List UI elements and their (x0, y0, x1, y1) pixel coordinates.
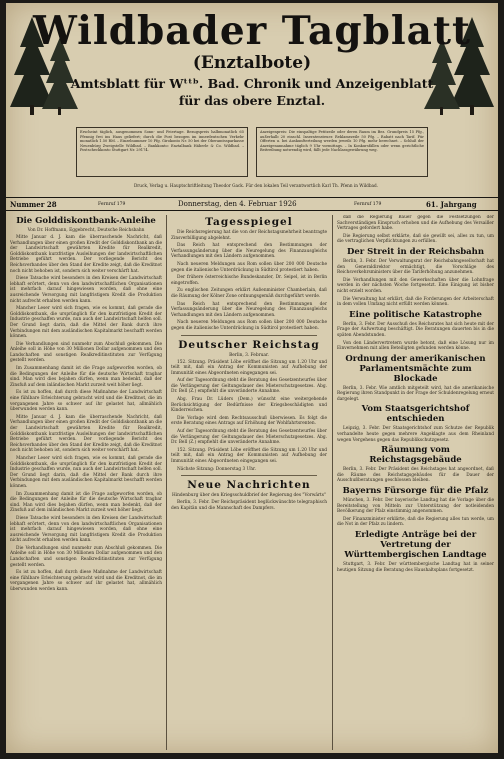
phone-left: Fernruf 179 (98, 202, 126, 207)
article-headline: Erledigte Anträge bei der Vertretung der Württembergischen Landtage (344, 530, 487, 560)
issue-date: Donnerstag, den 4. Februar 1926 (178, 200, 297, 208)
article-byline: Von Dr. Hoffmann, Eggebrecht, Deutsche Reichsbahn (27, 228, 145, 233)
paragraph: Die Vorlage wird dem Rechtsausschuß überwiesen. Es folgt die erste Beratung eines Antrags auf Erhöhung der Wohlfahrtsrenten. (171, 415, 327, 427)
divider (181, 335, 317, 336)
paragraph: Die Reichsregierung hat die von der Reichstagsmehrheit beantragte Zinsverbilligung abgelehnt. (171, 230, 327, 241)
paragraph: Die Verhandlungen sind nunmehr zum Abschluß gekommen. Die Anleihe soll in Höhe von 30 Millionen Dollar aufgenommen und den Landschaften und sonstigen Realkreditinstituten zur Verfügung gestellt werden. (10, 341, 162, 364)
paragraph: Mancher Leser wird sich fragen, wie es kommt, daß gerade die Golddiskontbank, die ursprünglich für den kurzfristigen Kredit der Industrie geschaffen wurde, nun auch der Landwirtschaft helfen soll. Der Grund liegt darin, daß die Mittel der Bank durch ihre Verbindungen mit dem ausländischen Kapitalmarkt beschafft werden können. (10, 455, 162, 489)
paragraph: Das Reich hat entsprechend den Bestimmungen der Verfassungsänderung über die Neuregelung des Finanzausgleichs Verhandlungen mit den Ländern aufgenommen. (171, 301, 327, 318)
paragraph: Die Regierung selbst erklärte, daß sie gewillt sei, alles zu tun, um die vertraglichen Verpflichtungen zu erfüllen. (337, 233, 494, 245)
paragraph: Stuttgart, 3. Febr. Der württembergische Landtag hat in seiner heutigen Sitzung die Beratung des Haushaltsplans fortgesetzt. (337, 562, 494, 573)
paragraph: Abg. Frau Dr. Lüders (Dem.) wünscht eine weitergehende Berücksichtigung der Bedürfnisse der Kriegsbeschädigten und Kinderreichen. (171, 397, 327, 414)
column-rule (332, 215, 333, 750)
publisher-note: Druck, Verlag u. Hauptschriftleitung Theodor Gack. Für den lokalen Teil verantwortlich Karl Th. Pfenn in Wildbad. (133, 183, 379, 188)
paragraph: München, 3. Febr. Der bayerische Landtag hat die Vorlage über die Bereitstellung von Mitteln zur Unterstützung der notleidenden Bevölkerung der Pfalz einstimmig angenommen. (337, 498, 494, 515)
masthead (6, 3, 498, 201)
article-headline: Räumung vom Reichstagsgebäude (369, 445, 462, 466)
article-headline: Eine politische Katastrophe (349, 309, 482, 320)
phone-right: Fernruf 179 (354, 202, 382, 207)
column-rule (166, 215, 167, 750)
paragraph: Diese Tatsache wird besonders in den Kreisen der Landwirtschaft lebhaft erörtert, denn von den landwirtschaftlichen Organisationen ist mehrfach darauf hingewiesen worden, daß ohne eine ausreichende Versorgung mit langfristigem Kredit die Produktion nicht aufrecht erhalten werden kann. (10, 515, 162, 544)
paragraph: Mitte Januar d. J. kam die überraschende Nachricht, daß Verhandlungen über einen großen Kredit der Golddiskontbank an die der Landwirtschaft gewährten Kredite für Realkredit, Golddiskontbank kurzfristige Ausleihungen der landwirtschaftlichen Betriebe geführt werden. Der vorliegende Bericht des Reichsverbandes über den Stand der Kredite zeigt, daß die Kreditnot noch nicht behoben ist, sondern sich weiter verschärft hat. (10, 414, 162, 454)
paragraph: Berlin, 3. Febr. Der Reichspräsident beglückwünschte telegraphisch den Kapitän und die Mannschaft des Dampfers. (171, 500, 327, 511)
article-dateline: Berlin, 3. Februar. (229, 352, 269, 358)
paragraph: Der frühere österreichische Bundeskanzler, Dr. Seipel, ist in Berlin eingetroffen. (171, 275, 327, 286)
article-headline: Bayerns Fürsorge für die Pfalz (342, 486, 489, 497)
paragraph: Im Zusammenhang damit ist die Frage aufgeworfen worden, ob die Bedingungen der Anleihe für die deutsche Wirtschaft tragbar sind. Man wird dies bejahen dürfen, wenn man bedenkt, daß der Zinsfuß auf dem inländischen Markt zurzeit weit höher liegt. (10, 366, 162, 388)
paragraph: Berlin, 3. Febr. Der Ausschuß des Reichsrates hat sich heute mit der Frage der Aufwertung beschäftigt. Die Beratungen dauerten bis in die späten Abendstunden. (337, 321, 494, 338)
paragraph: Berlin, 3. Febr. Wie amtlich mitgeteilt wird, hat die amerikanische Regierung ihren Standpunkt in der Frage der Schuldenregelung erneut dargelegt. (337, 385, 494, 402)
article-headline: Neue Nachrichten (187, 479, 311, 492)
paragraph: Auf der Tagesordnung steht die Beratung des Gesetzentwurfes über die Verlängerung der Geltungsdauer des Mieterschutzgesetzes. Abg. Dr. Bell (Z.) empfiehlt die unveränderte Annahme. (171, 429, 327, 446)
article-headline: Ordnung der amerikanischen Parlamentsmächte zum Blockade (345, 353, 486, 384)
paragraph: Es ist zu hoffen, daß durch diese Maßnahme der Landwirtschaft eine fühlbare Erleichterung gebracht wird und die Kreditnot, die im vergangenen Jahre so schwer auf ihr gelastet hat, allmählich überwunden werden kann. (10, 570, 162, 593)
paragraph: Das Reich hat entsprechend den Bestimmungen der Verfassungsänderung über die Neuregelung des Finanzausgleichs Verhandlungen mit den Ländern aufgenommen. (171, 243, 327, 260)
paragraph: Diese Tatsache wird besonders in den Kreisen der Landwirtschaft lebhaft erörtert, denn von den landwirtschaftlichen Organisationen ist mehrfach darauf hingewiesen worden, daß ohne eine ausreichende Versorgung mit langfristigem Kredit die Produktion nicht aufrecht erhalten werden kann. (10, 276, 162, 304)
newspaper-page (6, 3, 498, 753)
subscription-info-box: Erscheint täglich, ausgenommen Sonn- und Feiertage. Bezugspreis halbmonatlich 65 Pfennig frei ins Haus geliefert; durch die Post bezogen im innerdeutschen Verkehr monatlich 1.50 RM. – Einzelnummer 10 Pfg. Girokonto Nr. 50 bei der Oberamtssparkasse Neuenbürg Zweigstelle Wildbad. – Bankkonto: Enztalbank Häberle & Co. Wildbad. – Postscheckkonto Stuttgart Nr. 29174. (76, 127, 248, 177)
paragraph: daß die Regierung Bauer gegen die Festsetzungen der Sachverständigen Einspruch erhoben und die Aufhebung des Versailler Vertrages gefordert habe. (337, 215, 494, 232)
dateline-bar (6, 197, 498, 211)
paragraph: 152. Sitzung. Präsident Löbe eröffnet die Sitzung um 1.20 Uhr und teilt mit, daß ein Antrag der Kommunisten auf Aufhebung der Immunität eines Abgeordneten eingegangen sei. (171, 447, 327, 464)
paragraph: Es ist zu hoffen, daß durch diese Maßnahme der Landwirtschaft eine fühlbare Erleichterung gebracht wird und die Kreditnot, die im vergangenen Jahre so schwer auf ihr gelastet hat, allmählich überwunden werden kann. (10, 390, 162, 413)
paragraph: Berlin, 3. Febr. Der Präsident des Reichstages hat angeordnet, daß die Räume des Reichstagsgebäudes für die Dauer der Ausschußberatungen geschlossen bleiben. (337, 467, 494, 484)
paragraph: Zu englischen Zeitungen erklärt Außenminister Chamberlain, daß die Räumung der Kölner Zone ordnungsgemäß durchgeführt werde. (171, 288, 327, 299)
divider (181, 475, 317, 476)
tagline-line-2: für das obere Enztal. (178, 93, 326, 108)
newspaper-subtitle: (Enztalbote) (192, 53, 312, 73)
paragraph: Berlin, 3. Febr. Der Verwaltungsrat der Reichsbahngesellschaft hat den Generaldirektor ermächtigt, die Vorschläge des Reichsverkehrsministers über die Tariferhöhung anzunehmen. (337, 258, 494, 276)
paragraph: Leipzig, 3. Febr. Der Staatsgerichtshof zum Schutze der Republik verhandelte heute gegen mehrere Angeklagte aus dem Rheinland wegen Vergehens gegen das Republikschutzgesetz. (337, 426, 494, 443)
paragraph: Im Zusammenhang damit ist die Frage aufgeworfen worden, ob die Bedingungen der Anleihe für die deutsche Wirtschaft tragbar sind. Man wird dies bejahen dürfen, wenn man bedenkt, daß der Zinsfuß auf dem inländischen Markt zurzeit weit höher liegt. (10, 491, 162, 514)
paragraph: Nach neueren Meldungen aus Rom sollen über 200 000 Deutsche gegen die italienische Unterdrückung in Südtirol protestiert haben. (171, 320, 327, 331)
paragraph: Der Finanzminister erklärte, daß die Regierung alles tun werde, um die Not in der Pfalz zu lindern. (337, 516, 494, 528)
paragraph: Nach neueren Meldungen aus Rom sollen über 200 000 Deutsche gegen die italienische Unterdrückung in Südtirol protestiert haben. (171, 261, 327, 273)
paragraph: Nächste Sitzung: Donnerstag 3 Uhr. (177, 466, 256, 472)
paragraph: Auf der Tagesordnung steht die Beratung des Gesetzentwurfes über die Verlängerung der Geltungsdauer des Mieterschutzgesetzes. Abg. Dr. Bell (Z.) empfiehlt die unveränderte Annahme. (171, 378, 327, 395)
issue-number: Nummer 28 (10, 200, 57, 209)
article-headline: Der Streit in der Reichsbahn (346, 246, 485, 257)
article-headline: Vom Staatsgerichtshof entschieden (361, 404, 470, 425)
paragraph: 152. Sitzung. Präsident Löbe eröffnet die Sitzung um 1.20 Uhr und teilt mit, daß ein Antrag der Kommunisten auf Aufhebung der Immunität eines Abgeordneten eingegangen sei. (171, 359, 327, 376)
volume-number: 61. Jahrgang (426, 200, 477, 209)
advertising-rates-box: Anzeigenpreis: Die einspaltige Petitzeile oder deren Raum im Bez. Grundpreis 15 Pfg., außerhalb 20 einschl. Inseratensteuer. Reklamezeile 50 Pfg. – Rabatt nach Tarif. Für Offerten u. bei Auskunfterteilung werden jeweils 10 Pfg. mehr berechnet. – Schluß der Anzeigenannahme täglich 9 Uhr vormittags. – In Konkursfällen oder wenn gerichtliche Beitreibung notwendig wird, fällt jede Nachlassgewährung weg. (256, 127, 428, 177)
paragraph: Von den Ländervertretern wurde betont, daß eine Lösung nur im Einvernehmen mit allen Beteiligten gefunden werden könne. (337, 340, 494, 352)
article-subheadline: Hindenburg über den Kriegsschuldbrief der Regierung des "Vorwärts" (172, 493, 326, 499)
article-headline: Die Golddiskontbank-Anleihe (16, 216, 156, 226)
article-headline: Deutscher Reichstag (178, 338, 320, 351)
tagline-line-1: Amtsblatt für Wᵗᵗᵇ. Bad. Chronik und Anzeigenblatt (70, 76, 434, 91)
middle-column (171, 215, 327, 750)
right-column (337, 215, 494, 750)
paragraph: Die Verwaltung hat erklärt, daß die Forderungen der Arbeiterschaft in dem vollen Umfang nicht erfüllt werden können. (337, 296, 494, 308)
paragraph: Mancher Leser wird sich fragen, wie es kommt, daß gerade die Golddiskontbank, die ursprünglich für den kurzfristigen Kredit der Industrie geschaffen wurde, nun auch der Landwirtschaft helfen soll. Der Grund liegt darin, daß die Mittel der Bank durch ihre Verbindungen mit dem ausländischen Kapitalmarkt beschafft werden können. (10, 306, 162, 340)
newspaper-title: Wildbader Tagblatt (33, 8, 471, 54)
article-headline: Tagesspiegel (205, 216, 293, 228)
paragraph: Die Verhandlungen sind nunmehr zum Abschluß gekommen. Die Anleihe soll in Höhe von 30 Millionen Dollar aufgenommen und den Landschaften und sonstigen Realkreditinstituten zur Verfügung gestellt werden. (10, 545, 162, 568)
paragraph: Mitte Januar d. J. kam die überraschende Nachricht, daß Verhandlungen über einen großen Kredit der Golddiskontbank an die der Landwirtschaft gewährten Kredite für Realkredit, Golddiskontbank kurzfristige Ausleihungen der landwirtschaftlichen Betriebe geführt werden. Der vorliegende Bericht des Reichsverbandes über den Stand der Kredite zeigt, daß die Kreditnot noch nicht behoben ist, sondern sich weiter verschärft hat. (10, 235, 162, 274)
left-column (10, 215, 162, 750)
paragraph: Die Verhandlungen mit den Gewerkschaften über die Lohnfrage werden in der nächsten Woche fortgesetzt. Eine Einigung ist bisher nicht erzielt worden. (337, 277, 494, 294)
